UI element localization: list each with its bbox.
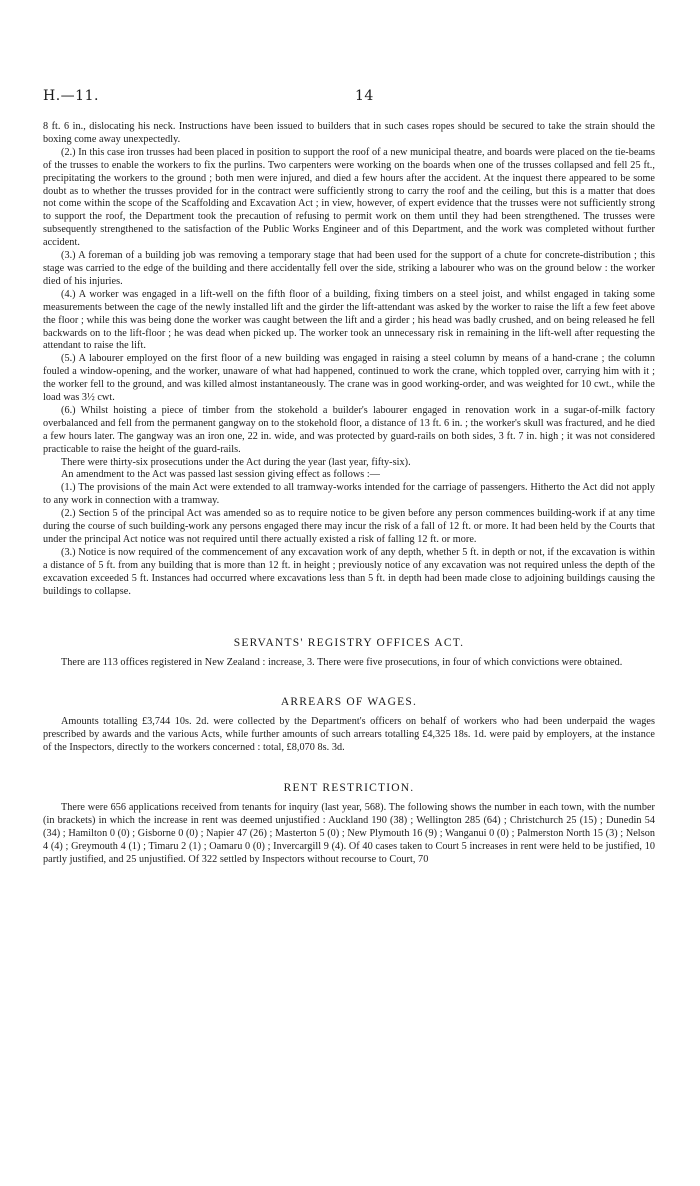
section-paragraph: Amounts totalling £3,744 10s. 2d. were collected by the Department's officers on behalf of workers who had been underpaid the wages prescribed by awards and the various Acts, while further amounts of such arrears totalling £4,325 18s. 1d. were paid by employers, at the instance of the Inspectors, directly to the workers concerned : total, £8,070 8s. 3d. [43, 716, 655, 754]
paragraph: (1.) The provisions of the main Act were extended to all tramway-works intended for the carriage of passengers. Hitherto the Act did not apply to any work in connection with a tramway. [43, 482, 655, 507]
page-number: 14 [355, 88, 374, 104]
paragraph: (6.) Whilst hoisting a piece of timber from the stokehold a builder's labourer engaged in renovation work in a sugar-of-milk factory overbalanced and fell from the permanent gangway on to the stokehold floor, a distance of 13 ft. 6 in. ; the worker's skull was fractured, and he died a few hours later. The gangway was an iron one, 22 in. wide, and was protected by guard-rails on both sides, 3 ft. 7 in. high ; it was not considered practicable to raise the height of the guard-rails. [43, 404, 655, 455]
report-reference: H.—11. [43, 88, 99, 104]
paragraph: 8 ft. 6 in., dislocating his neck. Instructions have been issued to builders that in such cases ropes should be secured to take the strain should the boxing come away unexpectedly. [43, 121, 655, 145]
section-paragraph: There are 113 offices registered in New Zealand : increase, 3. There were five prosecutions, in four of which convictions were obtained. [61, 656, 623, 668]
page-header [43, 88, 651, 108]
paragraph: (2.) Section 5 of the principal Act was amended so as to require notice to be given before any person commences building-work if at any time during the course of such building-work any persons engaged there may incur the risk of a fall of 12 ft. or more. It had been held by the Courts that under the principal Act notice was not required until there actually existed a risk of falling 12 ft. or more. [43, 508, 655, 545]
paragraph: An amendment to the Act was passed last session giving effect as follows :— [61, 469, 381, 481]
paragraph: (3.) A foreman of a building job was removing a temporary stage that had been used for the support of a chute for concrete-distribution ; this stage was carried to the edge of the building and there accidentally fell over the side, striking a labourer who was on the ground below : the worker died of his injuries. [43, 250, 655, 287]
section-heading-servants-registry: SERVANTS' REGISTRY OFFICES ACT. [233, 636, 465, 649]
paragraph: (4.) A worker was engaged in a lift-well on the fifth floor of a building, fixing timbers on a steel joist, and whilst engaged in taking some measurements between the cage of the newly installed lift and the girder the lift-attendant was asked by the worker to raise the lift a few feet above the floor ; while this was being done the worker was caught between the lift and a girder ; his head was badly crushed, and on being released he fell backwards on to the lift-floor ; he was dead when picked up. The worker took an unnecessary risk in remaining in the lift-well after requesting the attendant to raise the lift. [43, 288, 655, 352]
paragraph: (2.) In this case iron trusses had been placed in position to support the roof of a new municipal theatre, and boards were placed on the tie-beams of the trusses to enable the workers to fix the purlins. Two carpenters were working on the boards when one of the trusses collapsed and fell 25 ft., precipitating the workers to the ground ; both men were injured, and died a few hours after the accident. At the inquest there appeared to be some doubt as to whether the trusses provided for in the contract were sufficiently strong to carry the roof and the ceiling, but this is a matter that does not come within the scope of the Scaffolding and Excavation Act ; in view, however, of expert evidence that the trusses were not sufficiently strong to support the roof, the Department took the precaution of refusing to permit work on them until they had been strengthened. The trusses were subsequently strengthened to the satisfaction of the Public Works Engineer and of this Department, and the work was completed without further accident. [43, 146, 655, 249]
document-body [43, 121, 655, 867]
section-heading-rent-restriction: RENT RESTRICTION. [283, 782, 415, 795]
paragraph: (3.) Notice is now required of the commencement of any excavation work of any depth, whether 5 ft. in depth or not, if the excavation is within a distance of 5 ft. from any building that is more than 12 ft. in height ; previously notice of any excavation was not required unless the depth of the excavation exceeded 5 ft. Instances had occurred where excavations less than 5 ft. in depth had been made close to adjoining buildings causing the buildings to collapse. [43, 546, 655, 597]
section-paragraph: There were 656 applications received from tenants for inquiry (last year, 568). The following shows the number in each town, with the number (in brackets) in which the increase in rent was deemed unjustified : Auckland 190 (38) ; Wellington 285 (64) ; Christchurch 25 (15) ; Dunedin 54 (34) ; Hamilton 0 (0) ; Gisborne 0 (0) ; Napier 47 (26) ; Masterton 5 (0) ; New Plymouth 16 (9) ; Wanganui 0 (0) ; Palmerston North 15 (3) ; Nelson 4 (4) ; Greymouth 4 (1) ; Timaru 2 (1) ; Oamaru 0 (0) ; Invercargill 9 (4). Of 40 cases taken to Court 5 increases in rent were held to be justified, 10 partly justified, and 25 unjustified. Of 322 settled by Inspectors without recourse to Court, 70 [43, 802, 655, 865]
section-heading-arrears-of-wages: ARREARS OF WAGES. [280, 696, 418, 709]
paragraph: There were thirty-six prosecutions under the Act during the year (last year, fifty-six). [61, 456, 411, 468]
paragraph: (5.) A labourer employed on the first floor of a new building was engaged in raising a steel column by means of a hand-crane ; the column fouled a window-opening, and the worker, unaware of what had happened, continued to work the crane, which toppled over, carrying him with it ; the worker fell to the ground, and was killed almost instantaneously. The crane was in good working-order, and was weighted for 10 cwt., while the load was 3½ cwt. [43, 353, 655, 404]
